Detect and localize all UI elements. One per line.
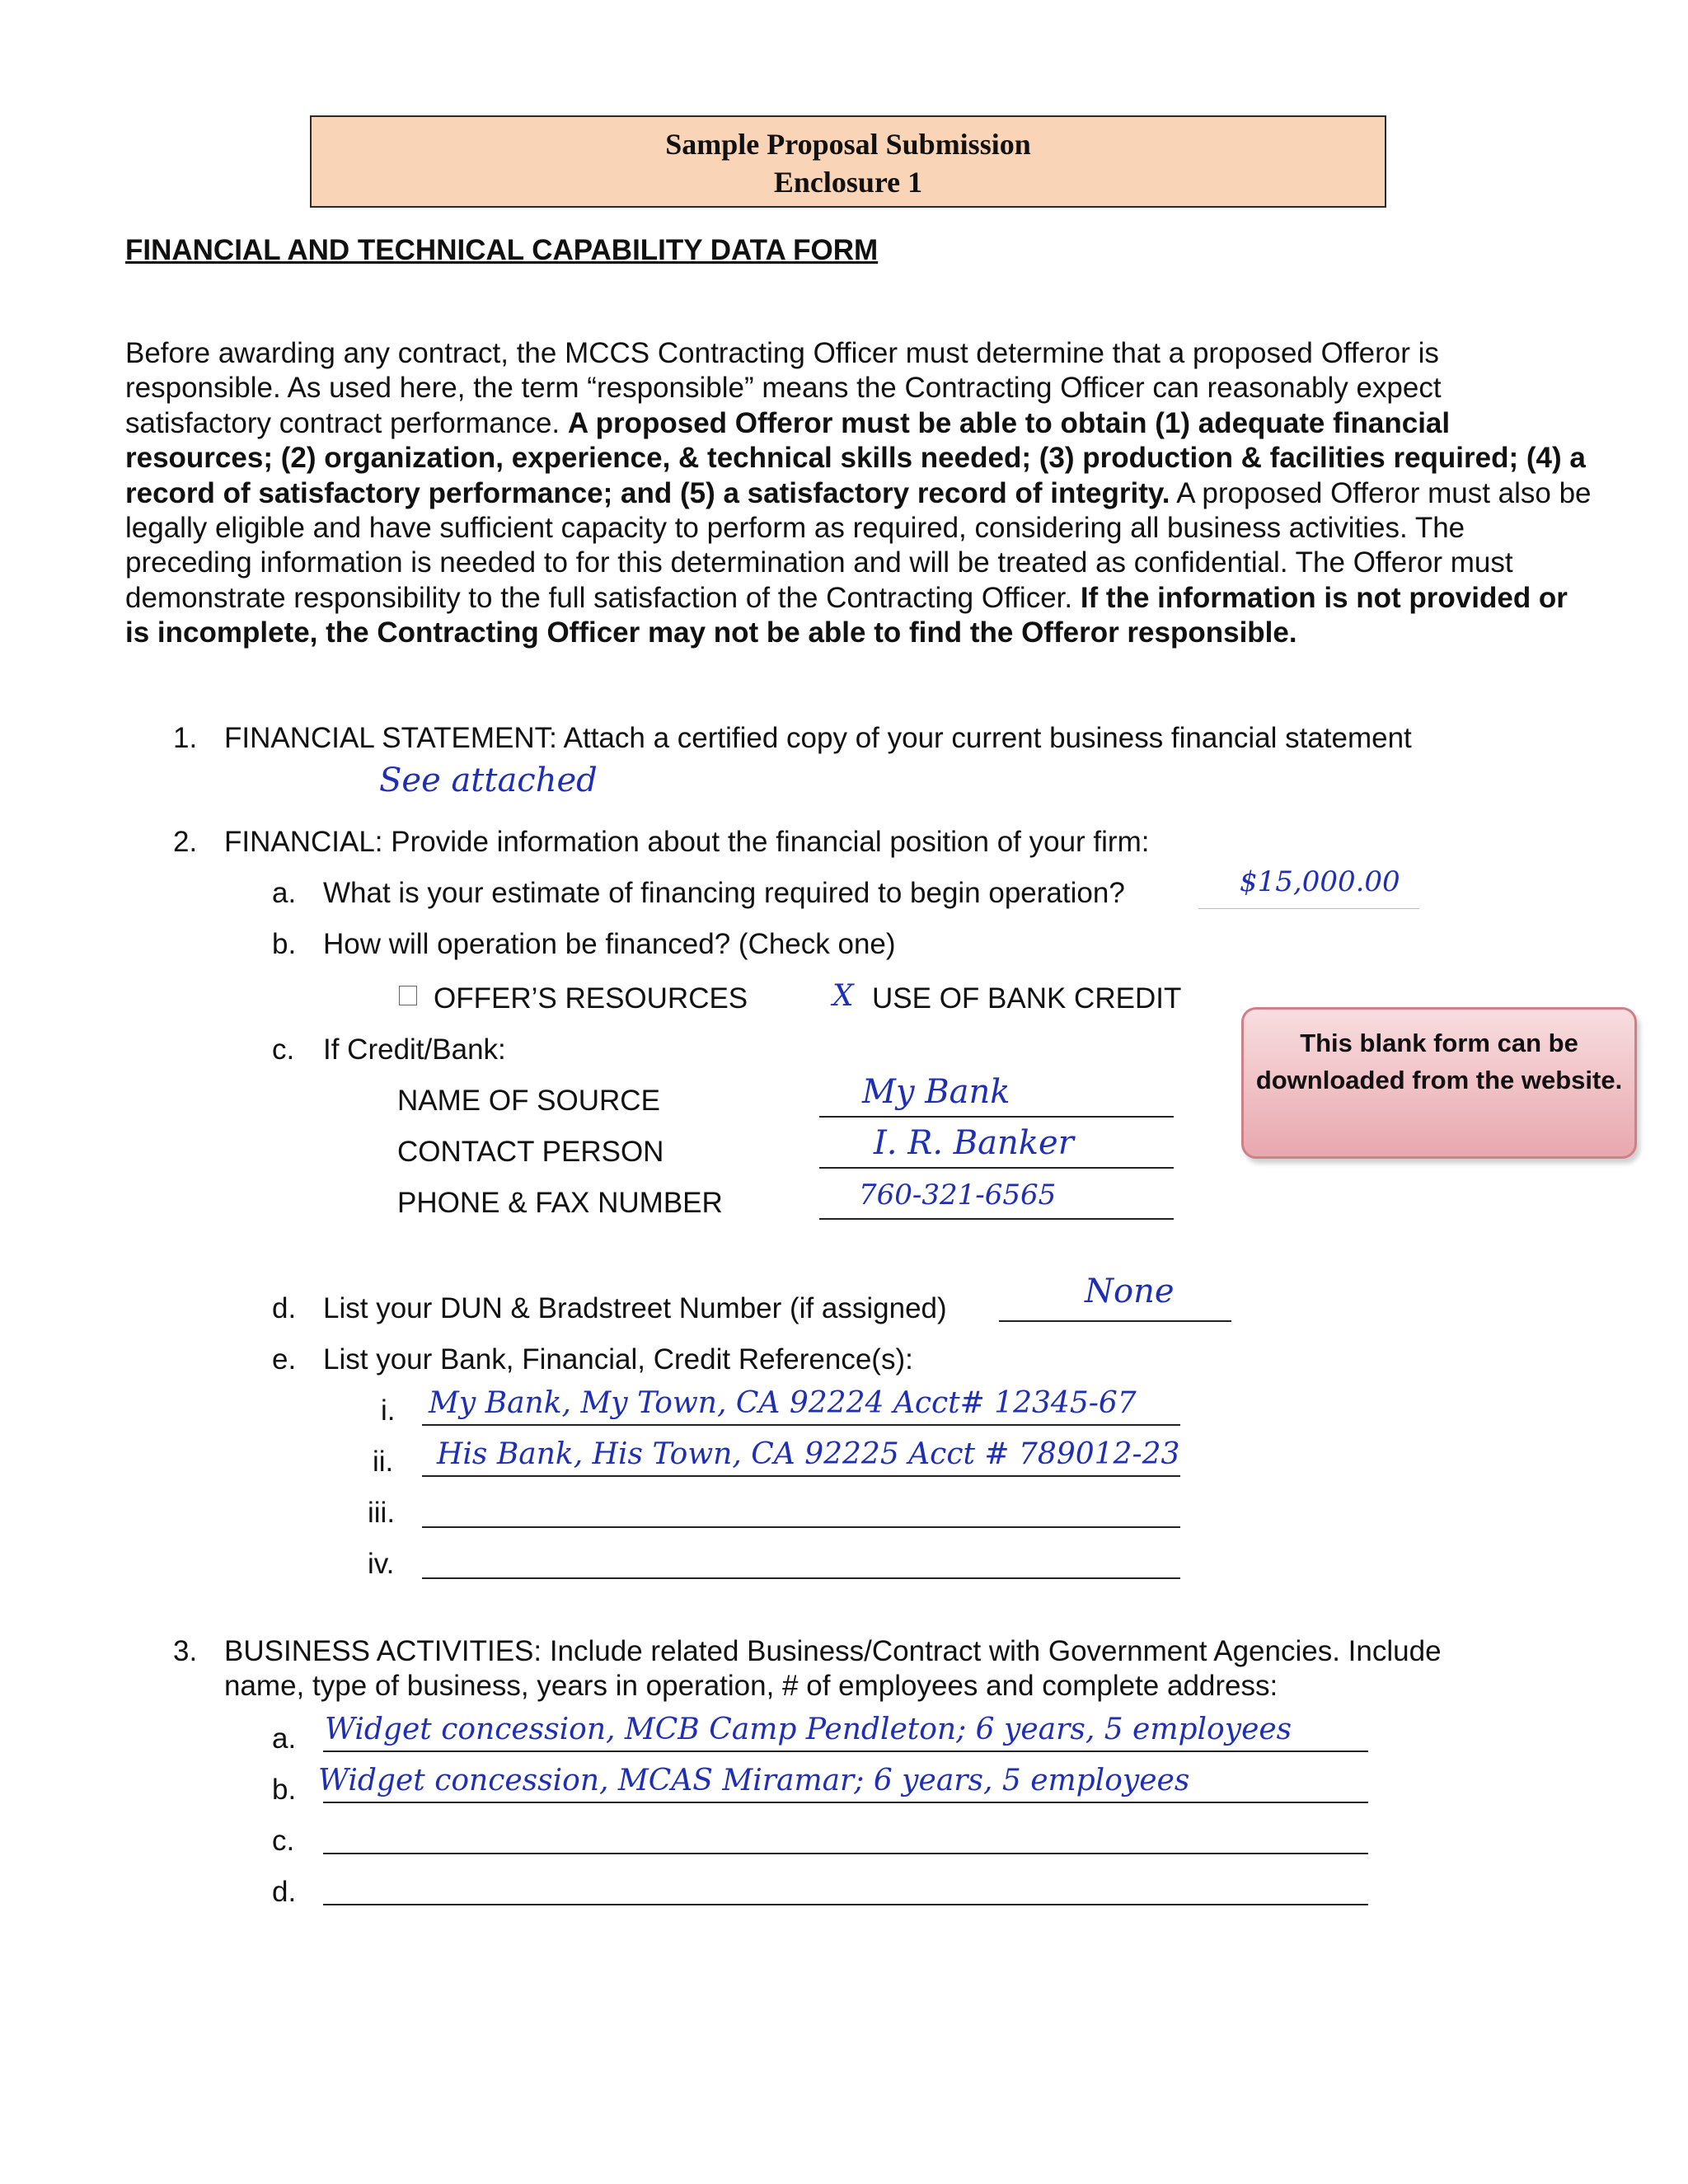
- item2b-letter: b.: [272, 928, 297, 960]
- ref-2-line: [422, 1475, 1180, 1477]
- dun-number-line: [999, 1320, 1231, 1322]
- intro-paragraph: [125, 336, 1592, 651]
- bank-credit-check-mark[interactable]: X: [832, 979, 854, 1013]
- source-line: [819, 1116, 1174, 1118]
- dun-number-answer[interactable]: None: [1085, 1272, 1175, 1310]
- activity-d-letter: d.: [272, 1876, 297, 1908]
- bank-credit-label: USE OF BANK CREDIT: [872, 982, 1182, 1015]
- item2e-question: List your Bank, Financial, Credit Reference(s):: [323, 1343, 913, 1376]
- source-value[interactable]: My Bank: [862, 1073, 1010, 1111]
- contact-value[interactable]: I. R. Banker: [874, 1124, 1074, 1162]
- item2d-question: List your DUN & Bradstreet Number (if assigned): [323, 1292, 947, 1324]
- item1-number: 1.: [173, 722, 198, 754]
- financing-estimate-answer[interactable]: $15,000.00: [1240, 865, 1400, 898]
- activity-c-line[interactable]: [323, 1853, 1368, 1854]
- item2b-question: How will operation be financed? (Check one): [323, 928, 896, 960]
- header-subtitle: Enclosure 1: [773, 166, 923, 199]
- activity-b-letter: b.: [272, 1774, 297, 1806]
- contact-label: CONTACT PERSON: [397, 1136, 664, 1168]
- activity-a-letter: a.: [272, 1722, 297, 1755]
- intro-bold-1: A proposed Offeror must be able to obtain (1) adequate financial resources; (2) organization, experience, & technical skills needed; (3) production & facilities required; (4) a record of satisfactory performance; and (5) a satisfactory record of integrity.: [125, 406, 1586, 509]
- item2-label: FINANCIAL: Provide information about the financial position of your firm:: [224, 826, 1150, 858]
- download-callout: This blank form can be downloaded from the website.: [1241, 1007, 1637, 1159]
- item1-answer[interactable]: See attached: [379, 762, 598, 799]
- intro-bold-2: If the information is not provided or is incomplete, the Contracting Officer may not be able to find the Offeror responsible.: [125, 581, 1568, 649]
- offers-resources-label: OFFER’S RESOURCES: [434, 982, 748, 1015]
- item3-label-line1: BUSINESS ACTIVITIES: Include related Business/Contract with Government Agencies. Include: [224, 1635, 1442, 1667]
- item2a-letter: a.: [272, 877, 297, 909]
- activity-b-value[interactable]: Widget concession, MCAS Miramar; 6 years, 5 employees: [318, 1764, 1190, 1797]
- financing-estimate-line: [1198, 908, 1419, 909]
- item2-number: 2.: [173, 826, 198, 858]
- form-title: FINANCIAL AND TECHNICAL CAPABILITY DATA FORM: [125, 234, 879, 266]
- ref-2-value[interactable]: His Bank, His Town, CA 92225 Acct # 789012-23: [437, 1437, 1180, 1471]
- activity-d-line[interactable]: [323, 1904, 1368, 1905]
- phone-label: PHONE & FAX NUMBER: [397, 1187, 723, 1219]
- ref-1-value[interactable]: My Bank, My Town, CA 92224 Acct# 12345-67: [429, 1386, 1137, 1420]
- contact-line: [819, 1167, 1174, 1169]
- header-title: Sample Proposal Submission: [665, 128, 1031, 161]
- offers-resources-checkbox[interactable]: [399, 986, 417, 1005]
- ref-1-line: [422, 1424, 1180, 1426]
- item2c-letter: c.: [272, 1033, 295, 1066]
- activity-c-letter: c.: [272, 1825, 295, 1857]
- item2e-letter: e.: [272, 1343, 297, 1376]
- item3-label-line2: name, type of business, years in operation, # of employees and complete address:: [224, 1670, 1278, 1702]
- ref-3-line[interactable]: [422, 1526, 1180, 1528]
- activity-a-value[interactable]: Widget concession, MCB Camp Pendleton; 6 years, 5 employees: [325, 1713, 1292, 1746]
- ref-2-number: ii.: [373, 1446, 394, 1478]
- item2c-question: If Credit/Bank:: [323, 1033, 506, 1066]
- ref-4-line[interactable]: [422, 1577, 1180, 1579]
- ref-1-number: i.: [381, 1394, 396, 1427]
- checkbox-icon: [399, 986, 417, 1005]
- item1-label: FINANCIAL STATEMENT: Attach a certified copy of your current business financial statement: [224, 722, 1412, 754]
- item3-number: 3.: [173, 1635, 198, 1667]
- item2d-letter: d.: [272, 1292, 297, 1324]
- ref-4-number: iv.: [368, 1548, 395, 1580]
- activity-b-line: [323, 1802, 1368, 1803]
- item2a-question: What is your estimate of financing required to begin operation?: [323, 877, 1125, 909]
- intro-text-1: Before awarding any contract, the MCCS Contracting Officer must determine that a proposed Offeror is responsible. As used here, the term “responsible” means the Contracting Officer can reasonably expect satisfactory contract performance.: [125, 337, 1442, 439]
- source-label: NAME OF SOURCE: [397, 1085, 660, 1117]
- activity-a-line: [323, 1750, 1368, 1752]
- phone-line: [819, 1218, 1174, 1220]
- ref-3-number: iii.: [368, 1497, 396, 1529]
- enclosure-header: [310, 115, 1386, 208]
- intro-text-2: A proposed Offeror must also be legally eligible and have sufficient capacity to perform as required, considering all business activities. The preceding information is needed to for this determination and will be treated as confidential. The Offeror must demonstrate responsibility to the full satisfaction of the Contracting Officer.: [125, 476, 1592, 614]
- phone-value[interactable]: 760-321-6565: [859, 1179, 1057, 1212]
